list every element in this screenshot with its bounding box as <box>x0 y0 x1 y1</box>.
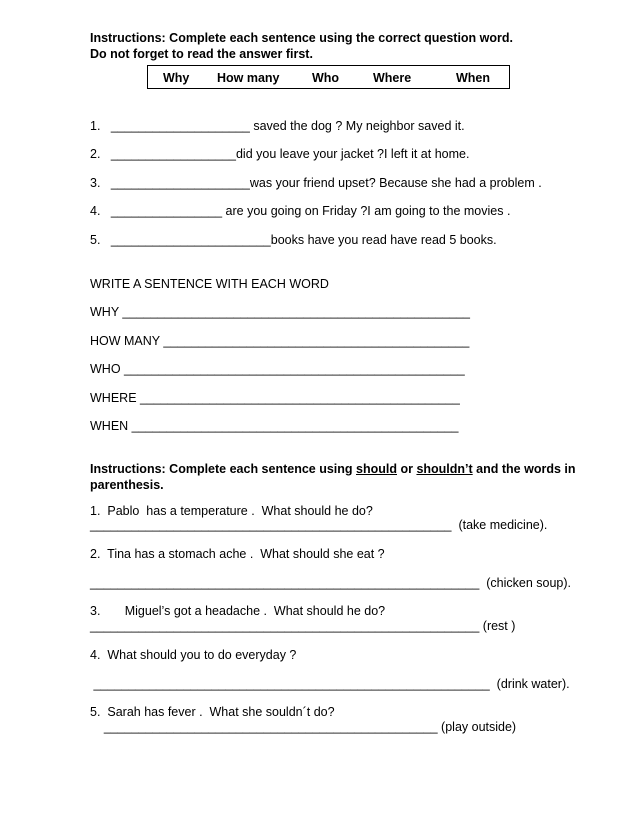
advice-answer-4: _________________________________________________________ (drink water). <box>90 677 570 691</box>
advice-answer-5: ________________________________________________ (play outside) <box>90 720 517 734</box>
sentence-line-why: WHY __________________________________________________ <box>90 305 471 319</box>
word-bank-when: When <box>456 71 491 85</box>
exercise-item-1: 1. ____________________ saved the dog ? My neighbor saved it. <box>90 119 465 133</box>
advice-answer-1: ____________________________________________________ (take medicine). <box>90 518 548 532</box>
advice-question-5: 5. Sarah has fever . What she souldn´t do? <box>90 705 335 719</box>
instructions-line-1: Instructions: Complete each sentence using the correct question word. <box>90 31 513 45</box>
sentence-line-who: WHO _________________________________________________ <box>90 362 465 376</box>
advice-question-3: 3. Miguel’s got a headache . What should he do? <box>90 604 386 618</box>
word-bank-who: Who <box>312 71 340 85</box>
instructions-2-suffix: and the words in <box>472 462 576 476</box>
word-bank-where: Where <box>373 71 412 85</box>
word-bank-box <box>147 65 510 89</box>
section-heading-write-sentences: WRITE A SENTENCE WITH EACH WORD <box>90 277 329 291</box>
instructions-2-or: or <box>397 462 417 476</box>
instructions-2-line-1 <box>90 461 576 477</box>
advice-question-1: 1. Pablo has a temperature . What should he do? <box>90 504 373 518</box>
instructions-2-prefix: Instructions: Complete each sentence using <box>90 462 357 476</box>
advice-question-4: 4. What should you to do everyday ? <box>90 648 297 662</box>
exercise-item-5: 5. _______________________books have you read have read 5 books. <box>90 233 497 247</box>
advice-question-2: 2. Tina has a stomach ache . What should she eat ? <box>90 547 385 561</box>
instructions-line-2: Do not forget to read the answer first. <box>90 47 313 61</box>
sentence-line-where: WHERE ______________________________________________ <box>90 391 460 405</box>
exercise-item-4: 4. ________________ are you going on Friday ?I am going to the movies . <box>90 204 511 218</box>
advice-answer-3: ________________________________________________________ (rest ) <box>90 619 516 633</box>
keyword-shouldnt: shouldn’t <box>416 462 473 476</box>
sentence-line-when: WHEN _______________________________________________ <box>90 419 459 433</box>
word-bank-why: Why <box>163 71 190 85</box>
advice-answer-2: ________________________________________________________ (chicken soup). <box>90 576 572 590</box>
sentence-line-how-many: HOW MANY ____________________________________________ <box>90 334 470 348</box>
exercise-item-2: 2. __________________did you leave your jacket ?I left it at home. <box>90 147 470 161</box>
instructions-2-line-2: parenthesis. <box>90 478 164 492</box>
word-bank-how-many: How many <box>217 71 280 85</box>
exercise-item-3: 3. ____________________was your friend upset? Because she had a problem . <box>90 176 542 190</box>
keyword-should: should <box>356 462 397 476</box>
